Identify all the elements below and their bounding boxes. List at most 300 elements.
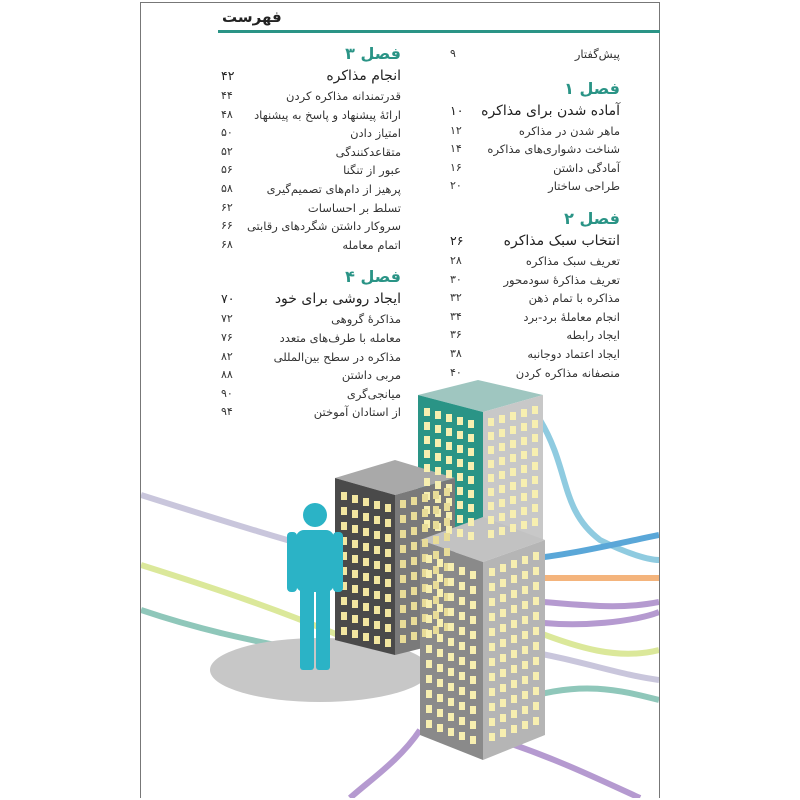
window (400, 515, 406, 523)
window (437, 559, 443, 567)
entry-page: ۹۴ (221, 405, 233, 419)
window (363, 618, 369, 626)
window (363, 603, 369, 611)
window (374, 546, 380, 554)
chapter-heading: فصل ۱ (564, 78, 620, 98)
window (521, 479, 527, 487)
window (424, 436, 430, 444)
window (499, 527, 505, 535)
window (426, 690, 432, 698)
entry-label: مذاکره با تمام ذهن (528, 291, 620, 306)
title-divider (218, 30, 660, 33)
toc-entry[interactable] (450, 252, 620, 271)
window (489, 658, 495, 666)
entry-label: آمادگی داشتن (553, 160, 620, 175)
toc-entry[interactable] (450, 326, 620, 345)
window (363, 543, 369, 551)
entry-page: ۳۸ (450, 346, 462, 360)
window (470, 646, 476, 654)
window (457, 459, 463, 467)
window (511, 695, 517, 703)
entry-page: ۶۲ (221, 200, 233, 214)
window (510, 412, 516, 420)
window (411, 512, 417, 520)
toc-entry[interactable] (221, 180, 401, 199)
window (521, 451, 527, 459)
entry-label: انتخاب سبک مذاکره (503, 232, 620, 249)
toc-entry[interactable] (221, 348, 401, 367)
window (532, 434, 538, 442)
window (533, 717, 539, 725)
window (448, 713, 454, 721)
window (468, 532, 474, 540)
entry-label: ماهر شدن در مذاکره (518, 123, 620, 138)
entry-label: تعریف مذاکرهٔ سودمحور (503, 272, 620, 287)
window (500, 594, 506, 602)
window (448, 653, 454, 661)
window (459, 687, 465, 695)
entry-label: عبور از تنگنا (343, 163, 401, 178)
window (457, 487, 463, 495)
window (400, 620, 406, 628)
window (444, 503, 450, 511)
window (468, 448, 474, 456)
entry-page: ۳۶ (450, 328, 462, 342)
entry-page: ۷۰ (221, 291, 235, 307)
window (511, 560, 517, 568)
window (522, 646, 528, 654)
entry-page: ۱۴ (450, 142, 462, 156)
window (437, 619, 443, 627)
entry-page: ۹۰ (221, 386, 233, 400)
entry-page: ۲۶ (450, 232, 464, 248)
chapter-heading: فصل ۳ (345, 44, 401, 63)
window (426, 615, 432, 623)
entry-label: قدرتمندانه مذاکره کردن (286, 89, 401, 103)
window (489, 688, 495, 696)
window (532, 406, 538, 414)
window (521, 437, 527, 445)
window (459, 717, 465, 725)
window (488, 530, 494, 538)
window (433, 551, 439, 559)
window (444, 548, 450, 556)
window (363, 513, 369, 521)
window (468, 518, 474, 526)
toc-preface[interactable] (450, 45, 620, 64)
window (448, 563, 454, 571)
window (374, 591, 380, 599)
window (489, 628, 495, 636)
window (426, 555, 432, 563)
city-illustration (141, 380, 659, 798)
window (424, 408, 430, 416)
entry-page: ۸۲ (221, 349, 233, 363)
toc-entry[interactable] (221, 199, 401, 218)
window (511, 575, 517, 583)
window (411, 542, 417, 550)
window (459, 672, 465, 680)
window (385, 549, 391, 557)
window (426, 660, 432, 668)
window (511, 680, 517, 688)
window (385, 504, 391, 512)
window (424, 450, 430, 458)
window (385, 519, 391, 527)
window (435, 411, 441, 419)
entry-label: معامله با طرف‌های متعدد (279, 330, 401, 345)
window (459, 702, 465, 710)
window (468, 490, 474, 498)
window (521, 507, 527, 515)
entry-page: ۶۸ (221, 237, 233, 251)
chapter-title[interactable] (450, 100, 620, 122)
window (374, 531, 380, 539)
window (385, 534, 391, 542)
window (385, 609, 391, 617)
window (437, 574, 443, 582)
entry-page: ۵۶ (221, 163, 233, 177)
entry-label: تسلط بر احساسات (307, 200, 401, 215)
window (426, 675, 432, 683)
entry-page: ۸۸ (221, 368, 233, 382)
entry-label: منصفانه مذاکره کردن (515, 365, 620, 380)
entry-page: ۵۰ (221, 126, 233, 140)
window (468, 476, 474, 484)
window (444, 518, 450, 526)
window (500, 729, 506, 737)
window (448, 728, 454, 736)
entry-page: ۴۴ (221, 89, 233, 102)
window (341, 612, 347, 620)
window (511, 650, 517, 658)
window (374, 606, 380, 614)
toc-entry[interactable] (221, 143, 401, 162)
window (500, 654, 506, 662)
entry-page: ۹ (450, 47, 456, 60)
entry-page: ۴۲ (221, 68, 235, 83)
window (533, 597, 539, 605)
window (488, 446, 494, 454)
window (433, 566, 439, 574)
window (374, 516, 380, 524)
window (422, 494, 428, 502)
window (437, 604, 443, 612)
window (433, 536, 439, 544)
toc-entry[interactable] (450, 345, 620, 364)
entry-page: ۲۰ (450, 179, 462, 193)
window (426, 645, 432, 653)
toc-entry[interactable] (450, 159, 620, 178)
entry-page: ۴۸ (221, 107, 233, 121)
window (433, 596, 439, 604)
entry-page: ۴۰ (450, 365, 462, 379)
window (489, 598, 495, 606)
window (499, 471, 505, 479)
window (341, 597, 347, 605)
window (459, 612, 465, 620)
chapter-title[interactable] (221, 288, 401, 310)
entry-page: ۵۸ (221, 181, 233, 195)
chapter-title[interactable] (221, 65, 401, 87)
window (433, 521, 439, 529)
window (457, 445, 463, 453)
window (424, 422, 430, 430)
window (489, 703, 495, 711)
window (489, 673, 495, 681)
window (532, 420, 538, 428)
window (521, 409, 527, 417)
window (468, 434, 474, 442)
window (511, 635, 517, 643)
window (424, 464, 430, 472)
window (457, 501, 463, 509)
window (500, 624, 506, 632)
window (488, 418, 494, 426)
window (363, 633, 369, 641)
entry-page: ۱۶ (450, 160, 462, 174)
window (374, 501, 380, 509)
window (499, 485, 505, 493)
window (521, 423, 527, 431)
window (489, 583, 495, 591)
window (426, 585, 432, 593)
window (411, 557, 417, 565)
window (422, 539, 428, 547)
window (522, 706, 528, 714)
window (510, 482, 516, 490)
toc-entry[interactable] (221, 87, 401, 106)
window (448, 638, 454, 646)
window (433, 611, 439, 619)
window (522, 586, 528, 594)
window (500, 639, 506, 647)
window (470, 676, 476, 684)
window (533, 582, 539, 590)
window (352, 630, 358, 638)
entry-label: پیش‌گفتار (574, 47, 620, 61)
toc-entry[interactable] (450, 289, 620, 308)
toc-entry[interactable] (221, 236, 401, 255)
window (533, 702, 539, 710)
window (433, 491, 439, 499)
window (363, 498, 369, 506)
window (400, 545, 406, 553)
chapter-heading: فصل ۴ (345, 267, 401, 287)
entry-label: مربی داشتن (341, 368, 401, 383)
window (374, 636, 380, 644)
window (500, 699, 506, 707)
entry-label: انجام معاملهٔ برد-برد (523, 309, 620, 324)
window (532, 518, 538, 526)
window (400, 605, 406, 613)
window (468, 462, 474, 470)
window (500, 564, 506, 572)
window (426, 705, 432, 713)
window (468, 420, 474, 428)
window (448, 668, 454, 676)
window (510, 426, 516, 434)
window (522, 661, 528, 669)
entry-page: ۱۰ (450, 102, 464, 118)
window (448, 683, 454, 691)
window (521, 465, 527, 473)
window (433, 581, 439, 589)
window (521, 493, 527, 501)
entry-page: ۷۲ (221, 312, 233, 326)
window (457, 431, 463, 439)
window (500, 669, 506, 677)
window (510, 496, 516, 504)
window (532, 504, 538, 512)
window (511, 590, 517, 598)
window (500, 714, 506, 722)
toc-column-left (221, 43, 401, 422)
window (374, 621, 380, 629)
window (352, 585, 358, 593)
window (470, 571, 476, 579)
toc-entry[interactable] (221, 124, 401, 143)
window (533, 612, 539, 620)
entry-page: ۷۶ (221, 330, 233, 344)
window (400, 530, 406, 538)
window (470, 586, 476, 594)
window (522, 556, 528, 564)
window (446, 428, 452, 436)
window (433, 506, 439, 514)
window (522, 571, 528, 579)
window (448, 578, 454, 586)
window (488, 460, 494, 468)
window (459, 597, 465, 605)
toc-entry[interactable] (221, 310, 401, 329)
window (385, 579, 391, 587)
window (533, 687, 539, 695)
window (533, 552, 539, 560)
window (489, 733, 495, 741)
window (400, 575, 406, 583)
window (457, 473, 463, 481)
window (363, 588, 369, 596)
window (446, 470, 452, 478)
window (470, 706, 476, 714)
entry-label: میانجی‌گری (346, 386, 401, 401)
window (437, 709, 443, 717)
page-title: فهرست (222, 8, 282, 26)
window (435, 481, 441, 489)
toc-entry[interactable] (450, 140, 620, 159)
entry-label: ارائهٔ پیشنهاد و پاسخ به پیشنهاد (254, 107, 401, 122)
window (457, 515, 463, 523)
entry-label: انجام مذاکره (326, 68, 401, 84)
toc-entry[interactable] (450, 308, 620, 327)
entry-label: مذاکرهٔ گروهی (331, 312, 401, 327)
window (444, 488, 450, 496)
window (470, 616, 476, 624)
entry-label: سروکار داشتن شگردهای رقابتی (246, 219, 401, 234)
toc-entry[interactable] (450, 271, 620, 290)
entry-label: متقاعدکنندگی (335, 144, 401, 159)
window (448, 593, 454, 601)
window (352, 570, 358, 578)
toc-entry[interactable] (221, 161, 401, 180)
window (385, 594, 391, 602)
window (500, 609, 506, 617)
toc-entry[interactable] (221, 217, 401, 236)
window (500, 579, 506, 587)
entry-label: از استادان آموختن (313, 405, 401, 420)
window (470, 601, 476, 609)
window (385, 624, 391, 632)
window (385, 639, 391, 647)
entry-label: امتیاز دادن (350, 126, 401, 141)
window (400, 500, 406, 508)
window (411, 572, 417, 580)
window (470, 736, 476, 744)
window (510, 468, 516, 476)
window (444, 533, 450, 541)
toc-entry[interactable] (450, 122, 620, 141)
window (352, 525, 358, 533)
window (499, 457, 505, 465)
window (422, 524, 428, 532)
window (424, 478, 430, 486)
window (459, 582, 465, 590)
window (352, 495, 358, 503)
entry-label: اتمام معامله (342, 237, 401, 252)
window (374, 576, 380, 584)
entry-label: ایجاد روشی برای خود (274, 291, 401, 308)
window (341, 492, 347, 500)
toc-entry[interactable] (221, 106, 401, 125)
toc-entry[interactable] (450, 177, 620, 196)
window (411, 497, 417, 505)
window (488, 474, 494, 482)
window (533, 567, 539, 575)
chapter-title[interactable] (450, 230, 620, 252)
window (457, 529, 463, 537)
window (533, 657, 539, 665)
window (459, 732, 465, 740)
window (470, 721, 476, 729)
window (448, 698, 454, 706)
window (522, 676, 528, 684)
window (426, 570, 432, 578)
window (435, 453, 441, 461)
window (435, 425, 441, 433)
window (511, 710, 517, 718)
window (437, 649, 443, 657)
window (522, 616, 528, 624)
window (489, 643, 495, 651)
window (499, 513, 505, 521)
toc-entry[interactable] (221, 329, 401, 348)
window (488, 516, 494, 524)
window (435, 439, 441, 447)
window (522, 691, 528, 699)
window (374, 561, 380, 569)
window (511, 665, 517, 673)
window (426, 600, 432, 608)
window (459, 567, 465, 575)
window (470, 661, 476, 669)
window (459, 627, 465, 635)
window (411, 632, 417, 640)
window (510, 524, 516, 532)
window (510, 454, 516, 462)
window (411, 602, 417, 610)
window (521, 521, 527, 529)
